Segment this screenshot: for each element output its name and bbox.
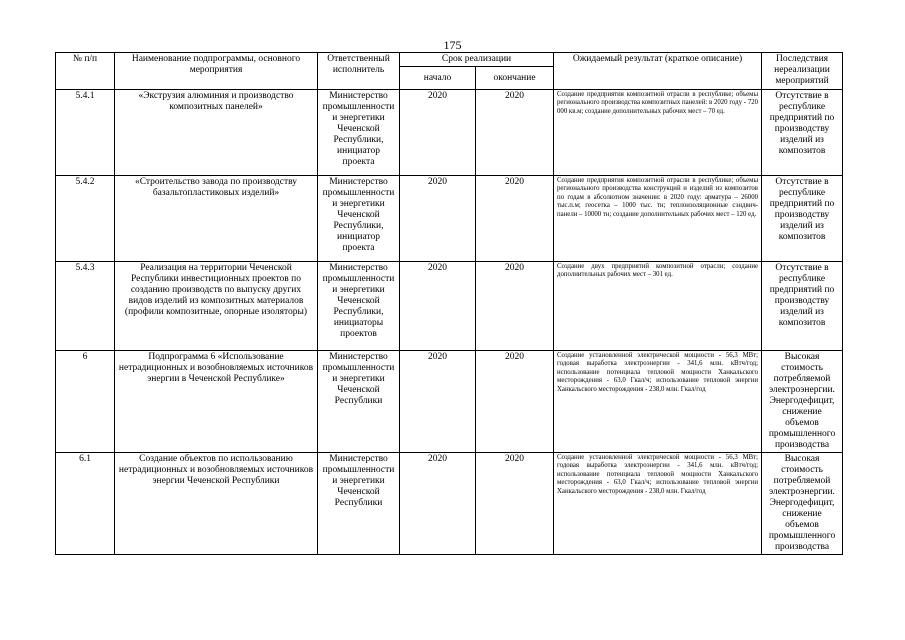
expected-result: Создание установленной электрической мощности - 56,3 МВт; годовая выработка электроэнергии - 341,6 млн. кВтч/год; использование потенциала тепловой мощности Ханкальского месторождения - 63,0 Гкал/ч; использование тепловой энергии Ханкальского месторождения - 238,0 млн. Гкал/год	[554, 453, 762, 555]
row-number: 5.4.2	[56, 176, 115, 262]
consequences: Отсутствие в республике предприятий по производству изделий из композитов	[762, 90, 843, 176]
row-number: 5.4.3	[56, 262, 115, 351]
expected-result: Создание установленной электрической мощности - 56,3 МВт; годовая выработка электроэнергии - 341,6 млн. кВтч/год; использование потенциала тепловой мощности Ханкальского месторождения - 63,0 Гкал/ч; использование тепловой энергии Ханкальского месторождения - 238,0 млн. Гкал/год	[554, 351, 762, 453]
executor: Министерство промышленности и энергетики Чеченской Республики, инициатор проекта	[318, 90, 400, 176]
row-number: 5.4.1	[56, 90, 115, 176]
program-table	[55, 52, 843, 555]
executor: Министерство промышленности и энергетики Чеченской Республики, инициатор проекта	[318, 176, 400, 262]
expected-result: Создание двух предприятий композитной отрасли; создание дополнительных рабочих мест – 301 ед.	[554, 262, 762, 351]
header-start: начало	[400, 67, 476, 90]
end-year: 2020	[476, 90, 554, 176]
activity-name: Подпрограмма 6 «Использование нетрадиционных и возобновляемых источников энергии в Чеченской Республике»	[115, 351, 318, 453]
consequences: Высокая стоимость потребляемой электроэнергии. Энергодефицит, снижение объемов промышленного производства	[762, 351, 843, 453]
header-name: Наименование подпрограммы, основного мероприятия	[115, 53, 318, 90]
activity-name: Реализация на территории Чеченской Республики инвестиционных проектов по созданию производств по выпуску других видов изделий из композитных материалов (профили композитные, опорные изоляторы)	[115, 262, 318, 351]
header-end: окончание	[476, 67, 554, 90]
consequences: Отсутствие в республике предприятий по производству изделий из композитов	[762, 262, 843, 351]
expected-result: Создание предприятия композитной отрасли в республике; объемы регионального производства композитных панелей: в 2020 году - 720 000 кв.м; создание дополнительных рабочих мест – 70 ед.	[554, 90, 762, 176]
end-year: 2020	[476, 351, 554, 453]
table-row	[56, 176, 843, 262]
consequences: Высокая стоимость потребляемой электроэнергии. Энергодефицит, снижение объемов промышленного производства	[762, 453, 843, 555]
start-year: 2020	[400, 90, 476, 176]
header-consequences: Последствия нереализации мероприятий	[762, 53, 843, 90]
start-year: 2020	[400, 176, 476, 262]
header-executor: Ответственный исполнитель	[318, 53, 400, 90]
table-row	[56, 453, 843, 555]
start-year: 2020	[400, 453, 476, 555]
header-no: № п/п	[56, 53, 115, 90]
table-row	[56, 262, 843, 351]
end-year: 2020	[476, 453, 554, 555]
row-number: 6	[56, 351, 115, 453]
table-row	[56, 351, 843, 453]
end-year: 2020	[476, 176, 554, 262]
executor: Министерство промышленности и энергетики Чеченской Республики	[318, 351, 400, 453]
table-row	[56, 90, 843, 176]
header-row	[56, 53, 843, 67]
activity-name: Создание объектов по использованию нетрадиционных и возобновляемых источников энергии Чеченской Республики	[115, 453, 318, 555]
activity-name: «Экструзия алюминия и производство композитных панелей»	[115, 90, 318, 176]
header-result: Ожидаемый результат (краткое описание)	[554, 53, 762, 90]
expected-result: Создание предприятия композитной отрасли в республике; объемы регионального производства конструкций и изделий из композитов по годам в абсолютном значении: в 2020 году: арматура – 26000 тыс.п.м; геосетка – 1000 тыс. тн; теплоизоляционные сэндвич-панели – 10000 тн; создание дополнительных рабочих мест – 120 ед.	[554, 176, 762, 262]
executor: Министерство промышленности и энергетики Чеченской Республики, инициаторы проектов	[318, 262, 400, 351]
page-number: 175	[443, 38, 462, 52]
executor: Министерство промышленности и энергетики Чеченской Республики	[318, 453, 400, 555]
activity-name: «Строительство завода по производству базальтопластиковых изделий»	[115, 176, 318, 262]
row-number: 6.1	[56, 453, 115, 555]
consequences: Отсутствие в республике предприятий по производству изделий из композитов	[762, 176, 843, 262]
start-year: 2020	[400, 262, 476, 351]
header-period: Срок реализации	[400, 53, 554, 67]
end-year: 2020	[476, 262, 554, 351]
start-year: 2020	[400, 351, 476, 453]
